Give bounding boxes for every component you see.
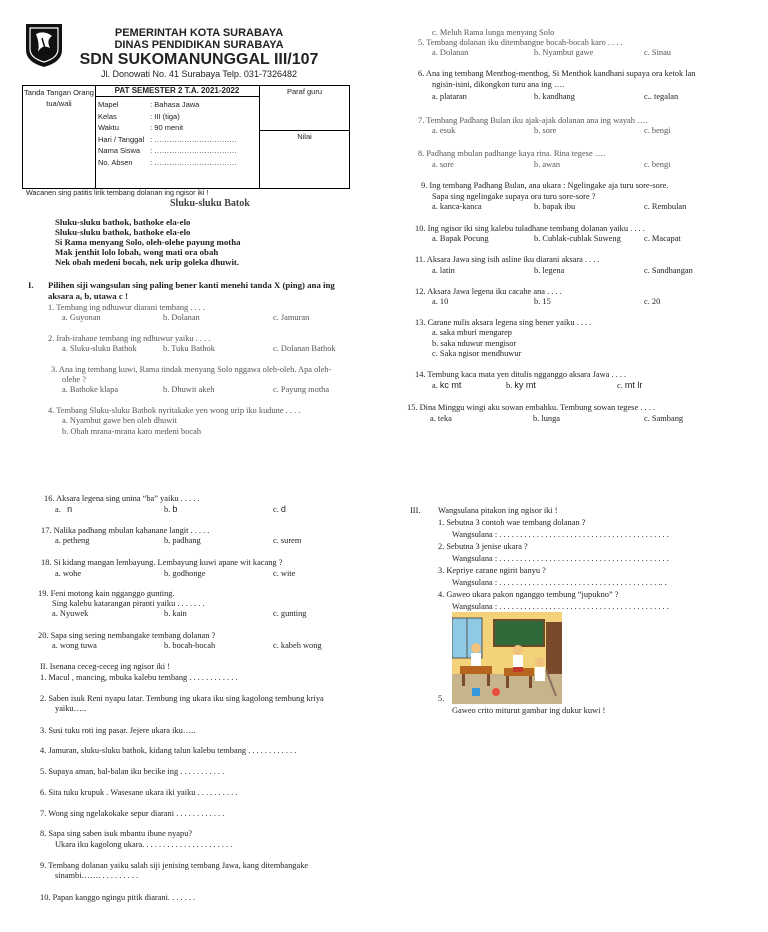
javanese-script-a: kc mt (439, 380, 462, 390)
question-15: 15. Dina Minggu wingi aku sowan embahku. Tembung sowan tegese . . . . (407, 403, 655, 412)
detail-key: Kelas (98, 111, 117, 121)
fill-item-9-cont: sinambi……. . . . . . . . . . (55, 871, 139, 880)
question-3: 3. Ana ing tembang kuwi, Rama tindak menyang Solo nggawa oleh-oleh. Apa oleh- (51, 365, 332, 374)
question-9-cont: Sapa sing ngelingake supaya ora turu sore-sore ? (432, 192, 596, 201)
school-name: SDN SUKOMANUNGGAL III/107 (79, 51, 319, 68)
teacher-initial-cell: Paraf guru (260, 86, 349, 131)
q17-option-c: c. surem (273, 536, 302, 545)
section2-heading: II. Isenana ceceg-ceceg ing ngisor iki ! (40, 662, 170, 671)
lyric-line: Si Rama menyang Solo, oleh-olehe payung motha (55, 237, 241, 247)
q15-option-b: b. lunga (533, 414, 560, 423)
header-line2: DINAS PENDIDIKAN SURABAYA (114, 39, 284, 51)
exam-title: PAT SEMESTER 2 T.A. 2021-2022 (95, 86, 259, 97)
essay-a1: Wangsulana : . . . . . . . . . . . . . . . . . . . . . . . . . . . . . . . . . . . . . . . . . (452, 530, 669, 539)
exam-info-box (22, 85, 350, 189)
javanese-script-c: d (280, 504, 286, 514)
q9-option-c: c. Rembulan (644, 202, 687, 211)
q12-option-c: c. 20 (644, 297, 661, 306)
q14-option-c (617, 380, 642, 391)
q5-option-a: a. Dolanan (432, 48, 469, 57)
q15-option-c: c. Sambang (644, 414, 684, 423)
question-3-cont: olehe ? (62, 375, 86, 384)
q15-option-a: a. teka (430, 414, 452, 423)
essay-q5-text: Gaweo crito miturut gambar ing dukur kuwi ! (452, 706, 606, 715)
essay-q3: 3. Kepriye carane ngirit banyu ? (438, 566, 546, 575)
essay-q2: 2. Sebutna 3 jenise ukara ? (438, 542, 528, 551)
q3-option-a: a. Bathoke klapa (62, 385, 119, 394)
q20-option-a: a. wong tuwa (52, 641, 97, 650)
detail-value: : …………………………… (150, 146, 237, 156)
q16-option-a-letter: a. (55, 505, 61, 514)
q14-option-b (506, 380, 536, 391)
detail-value: : Bahasa Jawa (150, 100, 200, 110)
q19-option-a: a. Nyuwek (52, 609, 89, 618)
question-8: 8. Padhang mbulan padhange kaya rina. Rina tegese …. (418, 149, 606, 158)
question-13: 13. Carane nulis aksara legena sing bener yaiku . . . . (415, 318, 592, 327)
q6-option-c: c.. tegalan (644, 92, 679, 101)
q6-option-a: a. plataran (432, 92, 467, 101)
section3-number: III. (410, 506, 421, 515)
exam-details-table (95, 99, 240, 168)
question-6-cont: ngisin-isini, dikongkon turu ana ing …. (432, 80, 565, 89)
q3-option-c: c. Payung motha (273, 385, 330, 394)
essay-q5: 5. (438, 694, 445, 703)
q16-option-b (164, 504, 177, 515)
question-9: 9. Ing tembang Padhang Bulan, ana ukara : Ngelingake aja turu sore-sore. (421, 181, 669, 190)
q14-option-a-letter: a. (432, 381, 438, 390)
javanese-script-c: mt lr (624, 380, 643, 390)
score-cell: Nilai (297, 132, 312, 141)
question-19-cont: Sing kalebu katarangan piranti yaiku . . . . . . . (52, 599, 205, 608)
q7-option-c: c. bengi (644, 126, 671, 135)
lyric-line: Mak jenthit lolo lobah, wong mati ora obah (55, 247, 219, 257)
fill-item-10: 10. Papan kanggo ngingu pitik diarani. . . . . . . (40, 893, 196, 902)
q7-option-a: a. esuk (432, 126, 456, 135)
fill-item-8: 8. Sapa sing saben isuk mbantu ibune nyapu? (40, 829, 193, 838)
q4-option-c: c. Meluh Rama lunga menyang Solo (432, 28, 555, 37)
detail-key: Hari / Tanggal (98, 134, 145, 144)
q11-option-c: c. Sandhangan (644, 266, 693, 275)
question-10: 10. Ing ngisor iki sing kalebu tuladhane tembang dolanan yaiku . . . . (415, 224, 645, 233)
q1-option-a: a. Guyonan (62, 313, 101, 322)
q13-option-a: a. saka mburi mengarep (432, 328, 512, 337)
q11-option-a: a. latin (432, 266, 455, 275)
exam-details-cell (95, 86, 260, 188)
section1-number: I. (28, 280, 34, 290)
fill-item-1: 1. Macul , mancing, mbuka kalebu tembang . . . . . . . . . . . . (40, 673, 238, 682)
fill-item-8-cont: Ukara iku kagolong ukara. . . . . . . . . . . . . . . . . . . . . . (55, 840, 233, 849)
detail-key: Mapel (98, 100, 119, 110)
detail-value: : 90 menit (150, 123, 184, 133)
q14-option-a (432, 380, 461, 391)
q18-option-a: a. wohe (55, 569, 82, 578)
fill-item-5: 5. Supaya aman, bal-balan iku becike ing . . . . . . . . . . . (40, 767, 225, 776)
section1-instruction-l2: aksara a, b, utawa c ! (48, 291, 128, 301)
q20-option-c: c. kabeh wong (273, 641, 322, 650)
song-lyrics (55, 217, 241, 267)
q10-option-a: a. Bapak Pocung (432, 234, 489, 243)
q14-option-c-letter: c. (617, 381, 623, 390)
q9-option-b: b. bapak ibu (534, 202, 576, 211)
q4-option-a: a. Nyambut gawe ben oleh dhuwit (62, 416, 177, 425)
question-7: 7. Tembang Padhang Bulan iku ajak-ajak dolanan ana ing wayah …. (418, 116, 648, 125)
parent-signature-cell: Tanda Tangan Orang tua/wali (23, 86, 96, 189)
fill-item-2: 2. Saben isuk Reni nyapu latar. Tembung ing ukara iku sing kagolong tembung kriya (40, 694, 324, 703)
question-11: 11. Aksara Jawa sing isih asline iku diarani aksara . . . . (415, 255, 600, 264)
q11-option-b: b. legena (534, 266, 565, 275)
q10-option-b: b. Cublak-cublak Suweng (534, 234, 621, 243)
q2-option-b: b. Tuku Bathok (163, 344, 215, 353)
q3-option-b: b. Dhuwit akeh (163, 385, 215, 394)
essay-a3: Wangsulana : . . . . . . . . . . . . . . . . . . . . . . . . . . . . . . . . . . . . . . .. . (452, 578, 667, 587)
q19-option-b: b. kain (164, 609, 187, 618)
javanese-script-b: b (172, 504, 178, 514)
question-2: 2. Irah-irahane tembang ing ndhuwur yaiku . . . . (48, 334, 211, 343)
question-1: 1. Tembang ing ndhuwur diarani tembang . . . . (48, 303, 205, 312)
fill-item-2-cont: yaiku….. (55, 704, 87, 713)
q8-option-a: a. sore (432, 160, 454, 169)
school-address: Jl. Donowati No. 41 Surabaya Telp. 031-7326482 (101, 69, 297, 79)
q19-option-c: c. gunting (273, 609, 307, 618)
detail-value: : III (tiga) (150, 111, 180, 121)
question-16: 16. Aksara legena sing unina “ba” yaiku . . . . . (44, 494, 200, 503)
q16-option-b-letter: b. (164, 505, 171, 514)
q12-option-a: a. 10 (432, 297, 449, 306)
q18-option-b: b. godhonge (164, 569, 206, 578)
fill-item-6: 6. Sita tuku krupuk . Wasesane ukara iki yaiku . . . . . . . . . . (40, 788, 238, 797)
q16-option-c-letter: c. (273, 505, 279, 514)
detail-key: Nama Siswa (98, 146, 141, 156)
q17-option-a: a. petheng (55, 536, 90, 545)
lyric-line: Sluku-sluku bathok, bathoke ela-elo (55, 217, 191, 227)
q16-option-a (55, 504, 72, 515)
q1-option-b: b. Dolanan (163, 313, 200, 322)
q2-option-c: c. Dolanan Bathok (273, 344, 336, 353)
section3-heading: Wangsulana pitakon ing ngisor iki ! (438, 506, 558, 515)
question-17: 17. Nalika padhang mbulan kahanane langit . . . . . (41, 526, 210, 535)
detail-value: : …………………………… (150, 157, 237, 167)
q16-option-c (273, 504, 286, 515)
q13-option-b: b. saka nduwur mengisor (432, 339, 517, 348)
q8-option-c: c. bengi (644, 160, 671, 169)
q18-option-c: c. wite (273, 569, 296, 578)
q12-option-b: b. 15 (534, 297, 551, 306)
q2-option-a: a. Sluku-sluku Bathok (62, 344, 137, 353)
question-20: 20. Sapa sing sering nembangake tembang dolanan ? (38, 631, 216, 640)
essay-a2: Wangsulana : . . . . . . . . . . . . . . . . . . . . . . . . . . . . . . . . . . . . . . . . . (452, 554, 669, 563)
q8-option-b: b. awan (534, 160, 561, 169)
fill-item-4: 4. Jamuran, sluku-sluku bathok, kidang talun kalebu tembang . . . . . . . . . . . . (40, 746, 297, 755)
reading-instruction: Wacanen sing patitis lirik tembang dolanan ing ngisor iki ! (26, 188, 209, 197)
essay-q1: 1. Sebutna 3 contoh wae tembang dolanan ? (438, 518, 586, 527)
question-4: 4. Tembang Sluku-sluku Bathok nyritakake yen wong urip iku kudune . . . . (48, 406, 301, 415)
javanese-script-a: n (67, 504, 73, 514)
fill-item-9: 9. Tembang dolanan yaiku salah siji jenising tembang Jawa, kang ditembangake (40, 861, 309, 870)
classroom-cleaning-illustration (452, 612, 562, 704)
lyric-line: Nek obah medeni bocah, nek urip goleka dhuwit. (55, 257, 240, 267)
essay-a4: Wangsulana : . . . . . . . . . . . . . . . . . . . . . . . . . . . . . . . . . . . . . . . . . (452, 602, 669, 611)
q17-option-b: b. padhang (164, 536, 201, 545)
question-18: 18. Si kidang mangan lembayung. Lembayung kuwi apane wit kacang ? (41, 558, 283, 567)
fill-item-3: 3. Susi tuku roti ing pasar. Jejere ukara iku….. (40, 726, 196, 735)
q14-option-b-letter: b. (506, 381, 513, 390)
detail-key: Waktu (98, 123, 119, 133)
q1-option-c: c. Jamuran (273, 313, 310, 322)
fill-item-7: 7. Wong sing ngelakokake sepur diarani . . . . . . . . . . . . (40, 809, 225, 818)
question-12: 12. Aksara Jawa legena iku cacahe ana . . . . (415, 287, 562, 296)
question-19: 19. Feni motong kain ngganggo gunting. (38, 589, 175, 598)
header-line1: PEMERINTAH KOTA SURABAYA (114, 27, 284, 39)
q6-option-b: b. kandhang (534, 92, 575, 101)
q13-option-c: c. Saka ngisor mendhuwur (432, 349, 522, 358)
q20-option-b: b. bocah-bocah (164, 641, 216, 650)
q5-option-c: c. Sinau (644, 48, 671, 57)
section1-instruction-l1: Pilihen siji wangsulan sing paling bener kanti menehi tanda X (ping) ana ing (48, 280, 335, 290)
song-title: Sluku-sluku Batok (170, 198, 250, 209)
q5-option-b: b. Nyambut gawe (534, 48, 594, 57)
q4-option-b: b. Obah mrana-mrana karo medeni bocah (62, 427, 202, 436)
question-6: 6. Ana ing tembang Menthog-menthog, Si Menthok kandhani supaya ora ketok lan (418, 69, 696, 78)
question-14: 14. Tembung kaca mata yen ditulis ngganggo aksara Jawa . . . . (415, 370, 627, 379)
detail-key: No. Absen (98, 157, 133, 167)
city-emblem-logo (24, 22, 64, 68)
q10-option-c: c. Macapat (644, 234, 681, 243)
q9-option-a: a. kanca-kanca (432, 202, 482, 211)
question-5: 5. Tembang dolanan iku ditembangne bocah-bocah karo . . . . (418, 38, 623, 47)
lyric-line: Sluku-sluku bathok, bathoke ela-elo (55, 227, 191, 237)
essay-q4: 4. Gaweo ukara pakon nganggo tembung “jupukno” ? (438, 590, 619, 599)
javanese-script-b: ky mt (514, 380, 536, 390)
detail-value: : …………………………… (150, 134, 237, 144)
q7-option-b: b. sore (534, 126, 557, 135)
